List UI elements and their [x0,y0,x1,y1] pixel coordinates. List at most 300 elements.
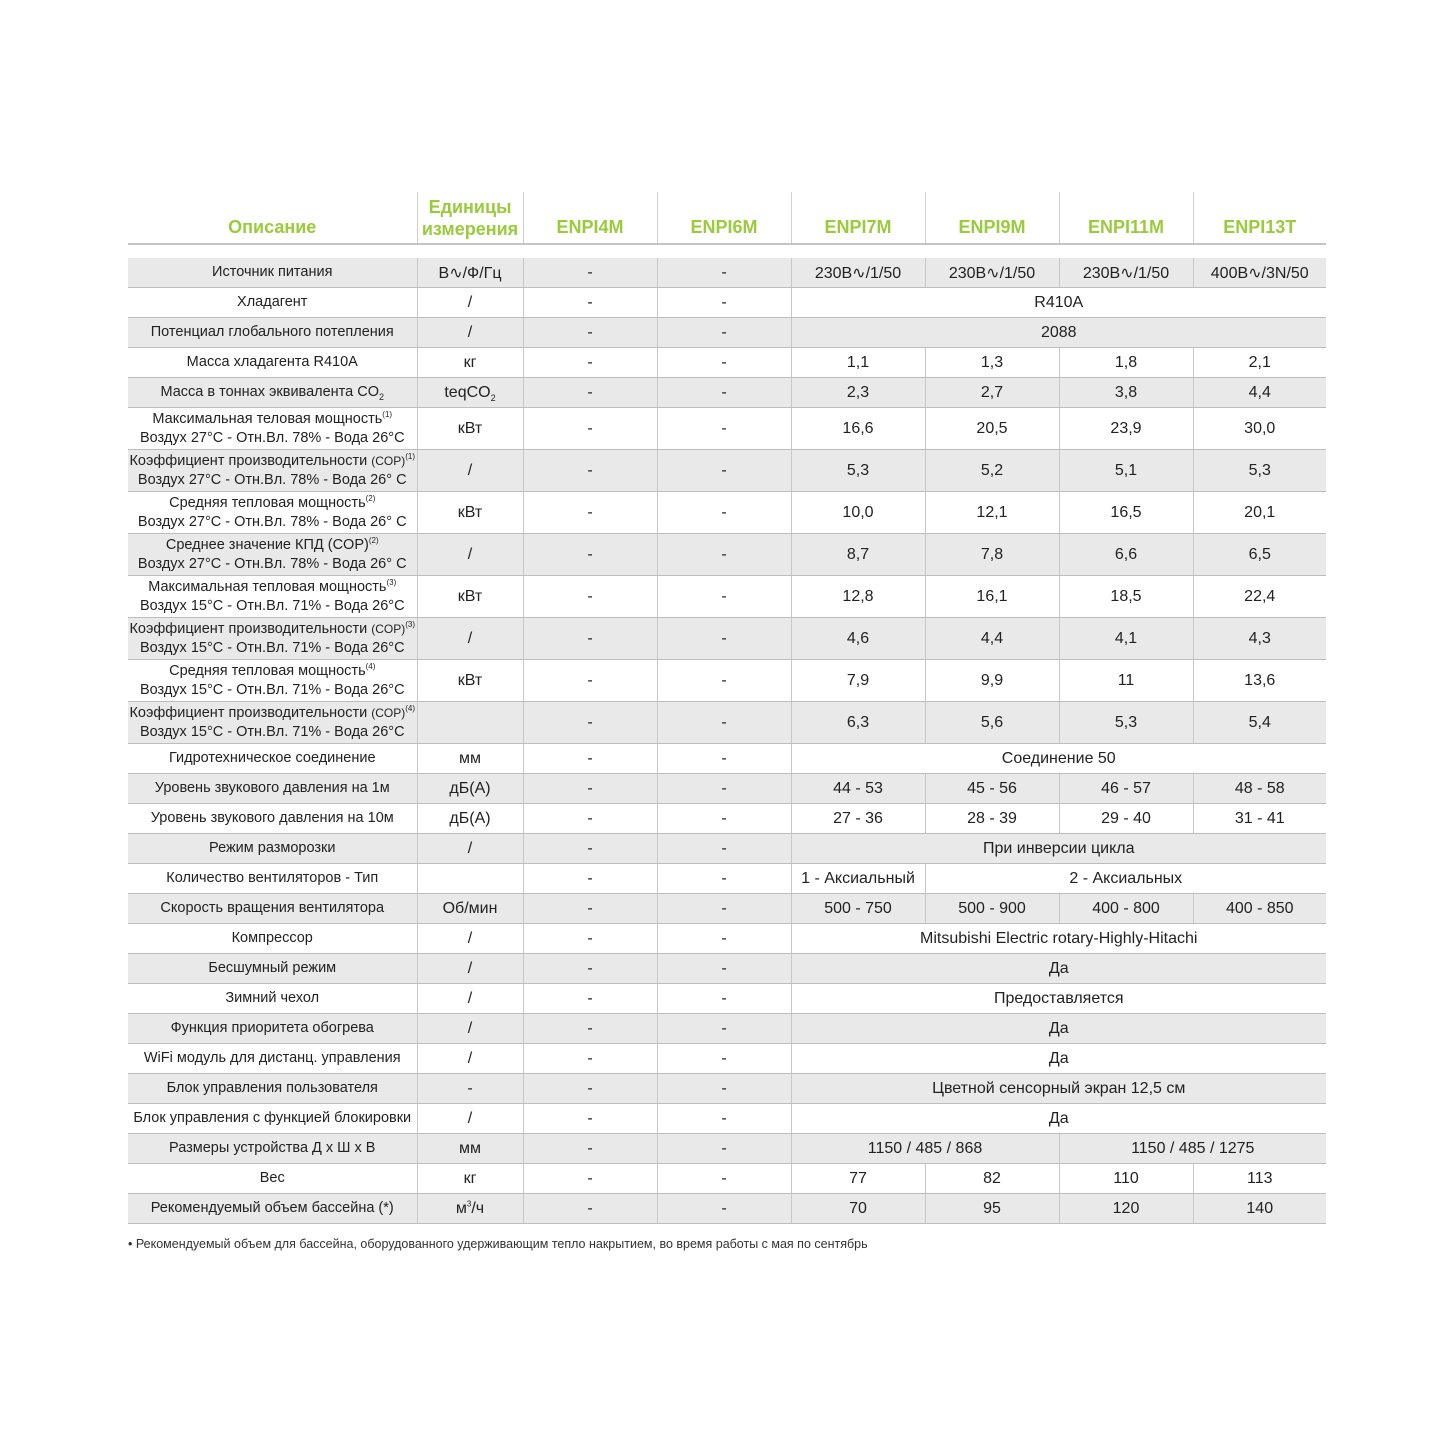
spec-label-text [225,990,319,1006]
spec-row [128,618,1326,660]
spec-value-enpi4m: - [523,894,657,924]
spec-label-text [209,840,335,856]
spec-row [128,984,1326,1014]
footnote-marker: (1) [405,451,416,461]
spec-value: Да [791,1014,1326,1044]
spec-label-text [167,1080,378,1096]
spec-value-enpi4m: - [523,378,657,408]
spec-unit-text: teqCO [444,383,491,401]
spec-row [128,924,1326,954]
spec-value-enpi6m: - [657,984,791,1014]
spec-value: 70 [791,1194,925,1224]
spec-value-enpi6m: - [657,450,791,492]
spec-value-enpi4m: - [523,954,657,984]
spec-value: R410A [791,288,1326,318]
spec-label-main: Вес [259,1170,285,1186]
spec-value-enpi6m: - [657,1104,791,1134]
spec-unit [417,864,523,894]
spec-unit [417,258,523,288]
spec-value: 11 [1059,660,1193,702]
spec-value-enpi6m: - [657,1164,791,1194]
spec-value: Да [791,1044,1326,1074]
footnote-marker: (3) [386,577,397,587]
spec-unit-text: дБ(А) [449,809,491,827]
spec-label [128,258,417,288]
footnote-marker: (2) [365,493,376,503]
spec-label-text [232,930,313,946]
spec-label-condition: Воздух 27°C - Отн.Вл. 78% - Вода 26° C [137,513,407,530]
spec-value-enpi6m: - [657,618,791,660]
spec-unit [417,1074,523,1104]
spec-value: 1150 / 485 / 868 [791,1134,1059,1164]
spec-value: 16,6 [791,408,925,450]
spec-value-enpi4m: - [523,702,657,744]
spec-label-text [169,495,375,511]
spec-value: 5,6 [925,702,1059,744]
spec-label-text [133,1110,411,1126]
spec-value: 44 - 53 [791,774,925,804]
spec-value-enpi4m: - [523,618,657,660]
spec-label-text [152,411,392,427]
spec-value: 2088 [791,318,1326,348]
spec-unit-text: / [467,545,473,563]
spec-label-text [160,900,384,916]
footnote-marker: (3) [405,619,416,629]
spec-label [128,618,417,660]
spec-label [128,408,417,450]
spec-value: При инверсии цикла [791,834,1326,864]
spec-value: Предоставляется [791,984,1326,1014]
spec-row [128,1104,1326,1134]
spec-unit-text: / [467,461,473,479]
spec-unit-text: кг [463,1169,477,1187]
spec-unit-text: / [467,929,473,947]
spec-label-small: (COP) [371,453,406,468]
footnote-marker: (1) [382,409,393,419]
spec-label [128,576,417,618]
spec-unit [417,318,523,348]
spec-unit-text: / [467,1109,473,1127]
spec-unit-text: / [467,839,473,857]
spec-label-main: Средняя тепловая мощность [169,662,366,679]
spec-label-main: Режим разморозки [209,840,336,856]
footnote-marker: (4) [405,703,416,713]
spec-label-text [169,750,376,766]
spec-label-main: Источник питания [212,264,333,280]
spec-value: 45 - 56 [925,774,1059,804]
spec-label [128,804,417,834]
spec-label [128,924,417,954]
spec-row [128,288,1326,318]
spec-label-text [166,870,378,886]
spec-value: 29 - 40 [1059,804,1193,834]
spec-row [128,1044,1326,1074]
spec-value-enpi4m: - [523,318,657,348]
spec-unit [417,1164,523,1194]
spec-value-enpi6m: - [657,1194,791,1224]
header-gap-cell [128,244,1326,258]
spec-value-enpi4m: - [523,834,657,864]
spec-label [128,1074,417,1104]
spec-row [128,774,1326,804]
spec-value: 500 - 900 [925,894,1059,924]
spec-label [128,744,417,774]
spec-value: 1,1 [791,348,925,378]
spec-value-enpi4m: - [523,576,657,618]
spec-unit-text: / [467,323,473,341]
footnote-marker: (2) [368,535,379,545]
spec-value-enpi6m: - [657,954,791,984]
spec-label-text [169,663,375,679]
spec-row [128,834,1326,864]
spec-value: 13,6 [1193,660,1326,702]
spec-value-enpi6m: - [657,492,791,534]
spec-value: 5,1 [1059,450,1193,492]
spec-unit [417,348,523,378]
spec-label-main: Компрессор [231,930,313,946]
spec-value-enpi6m: - [657,894,791,924]
spec-label-text [129,621,415,637]
spec-value: 4,3 [1193,618,1326,660]
spec-row [128,534,1326,576]
footnote-marker: (4) [365,661,376,671]
spec-value: 48 - 58 [1193,774,1326,804]
spec-value: 6,6 [1059,534,1193,576]
spec-label-text [166,537,379,553]
spec-unit [417,576,523,618]
spec-value: 28 - 39 [925,804,1059,834]
spec-row [128,378,1326,408]
spec-unit [417,1134,523,1164]
spec-label-small: (COP) [371,705,406,720]
spec-label-main: Гидротехническое соединение [168,750,376,766]
spec-label-text [155,780,390,796]
spec-value: 23,9 [1059,408,1193,450]
header-model: ENPI13T [1193,192,1326,244]
spec-value: 20,5 [925,408,1059,450]
spec-value-enpi6m: - [657,534,791,576]
spec-value: Mitsubishi Electric rotary-Highly-Hitachi [791,924,1326,954]
spec-unit-text: кг [463,353,477,371]
spec-label-subscript: 2 [379,391,385,402]
spec-value: 22,4 [1193,576,1326,618]
spec-unit [417,1104,523,1134]
spec-value: 1150 / 485 / 1275 [1059,1134,1326,1164]
spec-value-enpi6m: - [657,702,791,744]
spec-value-enpi4m: - [523,1164,657,1194]
spec-label-main: Зимний чехол [225,990,320,1006]
spec-label [128,1044,417,1074]
spec-unit [417,408,523,450]
spec-unit [417,702,523,744]
spec-label-main: Функция приоритета обогрева [170,1020,374,1036]
spec-label [128,660,417,702]
spec-value: 4,6 [791,618,925,660]
spec-value-enpi6m: - [657,1074,791,1104]
spec-row [128,894,1326,924]
spec-label-text [171,1020,374,1036]
spec-value-enpi6m: - [657,774,791,804]
spec-value-enpi4m: - [523,288,657,318]
spec-value: Да [791,1104,1326,1134]
spec-value: 1,8 [1059,348,1193,378]
spec-value: 1,3 [925,348,1059,378]
spec-label-main: Коэффициент производительности [129,704,368,721]
spec-label-main: Уровень звукового давления на 10м [150,810,394,826]
spec-value: 82 [925,1164,1059,1194]
spec-unit-superscript: 3 [466,1199,472,1209]
spec-value: 18,5 [1059,576,1193,618]
spec-value-enpi6m: - [657,288,791,318]
spec-label-main: Уровень звукового давления на 1м [154,780,390,796]
spec-row [128,450,1326,492]
spec-unit-text: мм [459,749,481,767]
spec-label [128,894,417,924]
spec-label-condition: Воздух 27°C - Отн.Вл. 78% - Вода 26° C [137,471,407,488]
header-model: ENPI4M [523,192,657,244]
header-description: Описание [128,192,417,244]
spec-value-enpi4m: - [523,1044,657,1074]
spec-value-enpi6m: - [657,1134,791,1164]
spec-value: 95 [925,1194,1059,1224]
spec-unit [417,774,523,804]
spec-unit-text: Об/мин [442,899,498,917]
spec-label-main: Размеры устройства Д х Ш х В [169,1140,376,1156]
spec-unit [417,1014,523,1044]
spec-value: 400В∿/3N/50 [1193,258,1326,288]
spec-label [128,1194,417,1224]
header-gap [128,244,1326,258]
spec-unit [417,492,523,534]
spec-label-main: Скорость вращения вентилятора [160,900,385,916]
spec-label-main: Хладагент [237,294,308,310]
spec-value-enpi6m: - [657,864,791,894]
spec-unit-tail: /ч [471,1199,485,1217]
spec-value: Соединение 50 [791,744,1326,774]
spec-value-enpi6m: - [657,318,791,348]
spec-value: 10,0 [791,492,925,534]
spec-row [128,492,1326,534]
spec-value-enpi6m: - [657,744,791,774]
spec-value-enpi4m: - [523,534,657,576]
spec-unit [417,984,523,1014]
spec-label-text [151,810,394,826]
spec-label-text [169,1140,375,1156]
spec-value-enpi4m: - [523,1194,657,1224]
spec-unit-text: / [467,629,473,647]
spec-value: 5,4 [1193,702,1326,744]
spec-value-enpi4m: - [523,774,657,804]
spec-value-enpi4m: - [523,1134,657,1164]
spec-value-enpi6m: - [657,1044,791,1074]
spec-value: 12,1 [925,492,1059,534]
spec-label-text [208,960,336,976]
spec-label-condition: Воздух 27°C - Отн.Вл. 78% - Вода 26° C [137,555,407,572]
spec-unit-text: / [467,989,473,1007]
spec-label-text [129,453,415,469]
spec-unit [417,288,523,318]
spec-label [128,774,417,804]
spec-label [128,318,417,348]
spec-value-enpi4m: - [523,864,657,894]
spec-unit [417,618,523,660]
footnote: • Рекомендуемый объем для бассейна, оборудованного удерживающим тепло накрытием, во время работы с мая по сентябрь [128,1237,868,1251]
spec-unit [417,378,523,408]
spec-label-condition: Воздух 15°C - Отн.Вл. 71% - Вода 26°C [139,639,405,656]
spec-row [128,1014,1326,1044]
spec-label-main: Блок управления с функцией блокировки [133,1110,412,1126]
spec-value-enpi6m: - [657,660,791,702]
spec-unit [417,834,523,864]
spec-value: 2,3 [791,378,925,408]
spec-label [128,1164,417,1194]
spec-value-enpi4m: - [523,348,657,378]
spec-label-text [212,264,332,280]
spec-value: 46 - 57 [1059,774,1193,804]
spec-label-text [151,1200,394,1216]
spec-unit [417,1044,523,1074]
spec-value: 400 - 800 [1059,894,1193,924]
spec-unit [417,804,523,834]
spec-unit-text: мм [459,1139,481,1157]
spec-unit-text: м [455,1199,467,1217]
spec-value: 110 [1059,1164,1193,1194]
spec-unit-subscript: 2 [490,392,496,403]
spec-value: 500 - 750 [791,894,925,924]
spec-label-condition: Воздух 27°C - Отн.Вл. 78% - Вода 26°C [139,429,405,446]
spec-value-enpi6m: - [657,804,791,834]
spec-value-enpi4m: - [523,258,657,288]
spec-value: 12,8 [791,576,925,618]
spec-unit [417,894,523,924]
spec-unit-text: / [467,1019,473,1037]
spec-label-main: Среднее значение КПД (COP) [165,536,369,553]
spec-unit [417,744,523,774]
spec-row [128,576,1326,618]
spec-value-enpi6m: - [657,378,791,408]
spec-value: 5,3 [791,450,925,492]
spec-row [128,258,1326,288]
spec-unit-text: кВт [457,419,483,437]
spec-unit-text: В∿/Ф/Гц [438,264,502,282]
spec-value-enpi4m: - [523,924,657,954]
spec-value: 113 [1193,1164,1326,1194]
spec-row [128,660,1326,702]
spec-value: 5,3 [1059,702,1193,744]
spec-label-text [144,1050,401,1066]
spec-value: 230В∿/1/50 [925,258,1059,288]
spec-value: 2,1 [1193,348,1326,378]
spec-label-main: Количество вентиляторов - Тип [166,870,379,886]
spec-label [128,1134,417,1164]
spec-label [128,534,417,576]
spec-label [128,348,417,378]
spec-unit-text: кВт [457,587,483,605]
spec-value-enpi4m: - [523,408,657,450]
spec-label-condition: Воздух 15°C - Отн.Вл. 71% - Вода 26°C [139,681,405,698]
spec-value-enpi4m: - [523,804,657,834]
spec-label [128,492,417,534]
header-units: Единицы измерения [417,192,523,244]
spec-unit-text: кВт [457,671,483,689]
spec-value: 2,7 [925,378,1059,408]
spec-value-enpi4m: - [523,450,657,492]
spec-value: 4,1 [1059,618,1193,660]
spec-label-main: Масса хладагента R410A [186,354,358,370]
spec-label-text [260,1170,285,1186]
spec-label [128,378,417,408]
spec-row [128,1164,1326,1194]
header-row [128,192,1326,244]
spec-value: 16,1 [925,576,1059,618]
spec-label-main: Бесшумный режим [208,960,337,976]
spec-value-enpi6m: - [657,924,791,954]
spec-unit-text: / [467,1049,473,1067]
spec-value: 400 - 850 [1193,894,1326,924]
spec-unit [417,924,523,954]
spec-value: 31 - 41 [1193,804,1326,834]
spec-value-enpi4m: - [523,492,657,534]
spec-value: 2 - Аксиальных [925,864,1326,894]
spec-value-enpi4m: - [523,660,657,702]
spec-label-condition: Воздух 15°C - Отн.Вл. 71% - Вода 26°C [139,723,405,740]
spec-value-enpi6m: - [657,1014,791,1044]
spec-label-main: Потенциал глобального потепления [150,324,394,340]
spec-value: 6,5 [1193,534,1326,576]
spec-label-main: Максимальная тепловая мощность [148,578,387,595]
spec-value-enpi6m: - [657,348,791,378]
spec-value: 30,0 [1193,408,1326,450]
spec-label [128,864,417,894]
spec-value: 140 [1193,1194,1326,1224]
spec-value: 27 - 36 [791,804,925,834]
spec-label-main: Масса в тоннах эквивалента CO [160,384,380,400]
spec-value-enpi4m: - [523,984,657,1014]
header-model: ENPI11M [1059,192,1193,244]
spec-row [128,804,1326,834]
spec-label [128,834,417,864]
spec-value: 3,8 [1059,378,1193,408]
spec-row [128,1134,1326,1164]
spec-value-enpi6m: - [657,576,791,618]
spec-label-small: (COP) [371,621,406,636]
spec-value-enpi4m: - [523,744,657,774]
spec-label-text [237,294,307,310]
spec-label-main: Максимальная теловая мощность [152,410,383,427]
spec-row [128,702,1326,744]
spec-value-enpi4m: - [523,1104,657,1134]
spec-unit-text: кВт [457,503,483,521]
header-model: ENPI7M [791,192,925,244]
spec-value-enpi4m: - [523,1074,657,1104]
spec-label-text [148,579,396,595]
spec-label [128,1014,417,1044]
spec-label-text [187,354,358,370]
spec-row [128,318,1326,348]
spec-value: 20,1 [1193,492,1326,534]
spec-row [128,954,1326,984]
spec-table-body [128,244,1326,1224]
header-model: ENPI9M [925,192,1059,244]
spec-value: 4,4 [925,618,1059,660]
spec-label-main: Средняя тепловая мощность [169,494,366,511]
header-model: ENPI6M [657,192,791,244]
spec-value-enpi6m: - [657,834,791,864]
spec-value-enpi6m: - [657,408,791,450]
spec-value: Да [791,954,1326,984]
spec-value: 5,2 [925,450,1059,492]
spec-value: 7,9 [791,660,925,702]
